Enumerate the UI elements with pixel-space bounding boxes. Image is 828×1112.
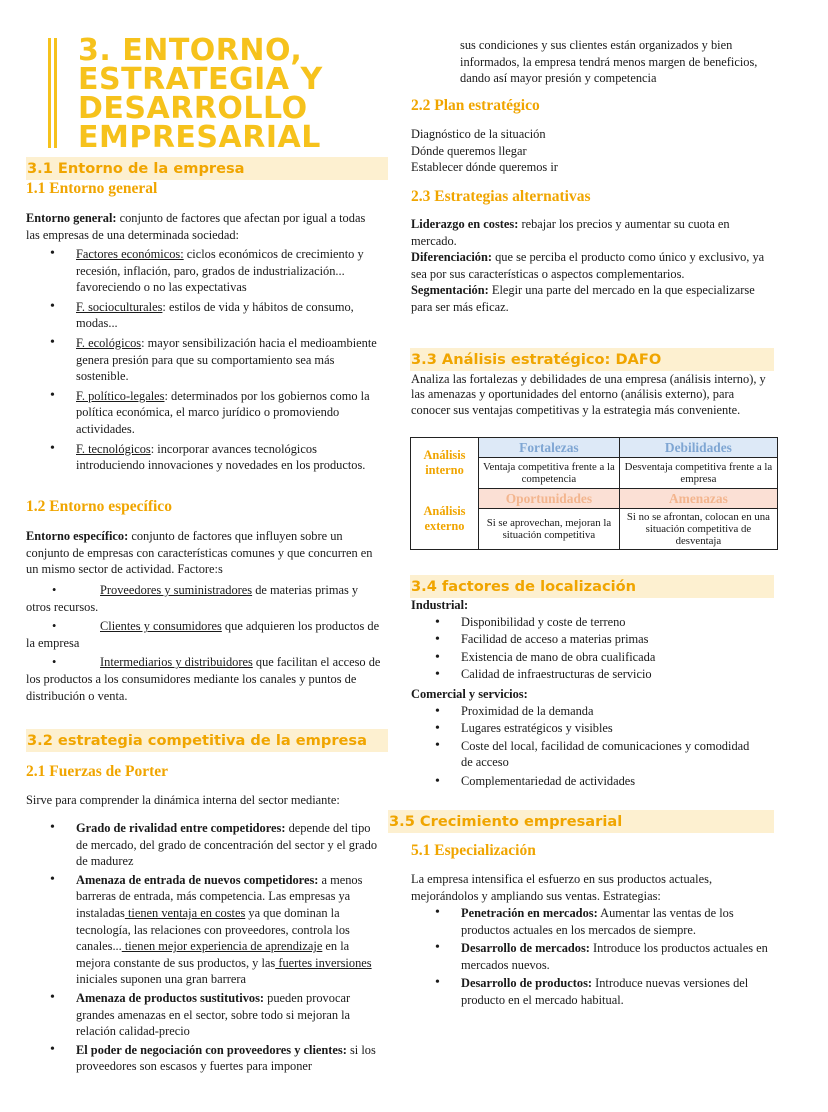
title-line-3: DESARROLLO: [78, 91, 308, 126]
especializacion-intro: La empresa intensifica el esfuerzo en sus productos actuales, mejorándolos y ampliando sus ventas. Estrategias:: [411, 872, 713, 903]
commercial-label: Comercial y servicios:: [411, 687, 528, 701]
porter-continuation: sus condiciones y sus clientes están organizados y bien informados, la empresa tendrá menos margen de beneficios, dando así mayor presión y competencia: [460, 38, 758, 86]
list-item: • Grado de rivalidad entre competidores: depende del tipo de mercado, del grado de concentración del sector y el grado de madurez: [76, 820, 384, 870]
dafo-oportunidades-header: Oportunidades: [479, 488, 620, 508]
list-item: • F. tecnológicos: incorporar avances tecnológicos introduciendo innovaciones y novedades en los productos.: [76, 441, 382, 474]
subsection-2-1-heading: 2.1 Fuerzas de Porter: [26, 763, 169, 780]
list-item: • Desarrollo de productos: Introduce nuevas versiones del producto en el mercado habitual.: [461, 975, 771, 1008]
list-item: • Amenaza de entrada de nuevos competidores: a menos barreras de entrada, más competencia. Las empresas ya instaladas tienen ventaja en costes ya que dominan la tecnología, las relaciones con proveedores, controla los canales... tienen mejor experiencia de aprendizaje en la mejora constante de sus productos, y las fuertes inversiones iniciales suponen una gran barrera: [76, 872, 384, 988]
dafo-fortalezas-header: Fortalezas: [479, 438, 620, 458]
list-item: • Amenaza de productos sustitutivos: pueden provocar grandes amenazas en el sector, sobre todo si mejoran la relación calidad-precio: [76, 990, 384, 1040]
list-item: • Lugares estratégicos y visibles: [461, 720, 761, 737]
entorno-general-definition: [26, 210, 382, 243]
list-item: • Facilidad de acceso a materias primas: [461, 631, 773, 648]
list-item: • Desarrollo de mercados: Introduce los productos actuales en mercados nuevos.: [461, 940, 771, 973]
dafo-internal-label: Análisis interno: [423, 448, 466, 478]
porter-forces-list: [76, 820, 384, 1075]
general-factors-list: [76, 246, 382, 474]
list-item: • Factores económicos: ciclos económicos de crecimiento y recesión, inflación, paro, grados de industrialización... favoreciendo o no las expectativas: [76, 246, 382, 296]
porter-intro: Sirve para comprender la dinámica interna del sector mediante:: [26, 793, 340, 807]
list-item: Establecer dónde queremos ir: [411, 160, 558, 175]
strategy-differentiation: Diferenciación: que se perciba el producto como único y exclusivo, ya sea por sus características o aspectos complementarios.: [411, 250, 765, 281]
strategy-cost: Liderazgo en costes: rebajar los precios y aumentar su cuota en mercado.: [411, 217, 730, 248]
strategies-block: [411, 216, 775, 316]
plan-list: [411, 126, 771, 176]
subsection-2-2-heading: 2.2 Plan estratégico: [411, 97, 540, 114]
dafo-debilidades-header: Debilidades: [619, 438, 777, 458]
section-3-4-heading: 3.4 factores de localización: [410, 575, 774, 598]
title-line-4: EMPRESARIAL: [78, 120, 321, 155]
entorno-especifico-definition: Entorno específico: conjunto de factores que influyen sobre un conjunto de empresas con características comunes y que concurren en un mismo sector de actividad. Factore:s: [26, 529, 373, 577]
strategy-segmentation: Segmentación: Elegir una parte del mercado en la que especializarse para ser más eficaz.: [411, 283, 755, 314]
dafo-amenazas-header: Amenazas: [619, 488, 777, 508]
subsection-1-2-heading: 1.2 Entorno específico: [26, 498, 172, 515]
subsection-5-1-heading: 5.1 Especialización: [411, 842, 536, 859]
list-item: Diagnóstico de la situación: [411, 127, 546, 141]
growth-strategies-list: [461, 905, 771, 1009]
list-item: • Proximidad de la demanda: [461, 703, 761, 720]
dafo-oportunidades-text: Si se aprovechan, mejoran la situación competitiva: [479, 509, 620, 550]
list-item: • El poder de negociación con proveedores y clientes: si los proveedores son escasos y fuertes para imponer: [76, 1042, 384, 1075]
list-item: • Complementariedad de actividades: [461, 773, 761, 790]
industrial-list: [461, 614, 773, 684]
list-item: • Proveedores y suministradores de materias primas y otros recursos.: [26, 583, 359, 614]
section-3-1-heading: 3.1 Entorno de la empresa: [26, 157, 388, 180]
dafo-fortalezas-text: Ventaja competitiva frente a la competencia: [479, 458, 620, 489]
section-3-2-heading: 3.2 estrategia competitiva de la empresa: [26, 729, 388, 752]
list-item: • Clientes y consumidores que adquieren los productos de la empresa: [26, 619, 380, 650]
list-item: • Coste del local, facilidad de comunicaciones y comodidad de acceso: [461, 738, 761, 771]
list-item: • Existencia de mano de obra cualificada: [461, 649, 773, 666]
list-item: Dónde queremos llegar: [411, 143, 527, 158]
def-text: conjunto de factores que afectan por igual a todas las empresas de una determinada sociedad:: [26, 211, 366, 242]
dafo-external-label: Análisis externo: [423, 503, 466, 533]
page-title: [48, 33, 378, 155]
subsection-1-1-heading: 1.1 Entorno general: [26, 180, 158, 197]
list-item: • F. socioculturales: estilos de vida y hábitos de consumo, modas...: [76, 299, 382, 332]
section-3-3-heading: 3.3 Análisis estratégico: DAFO: [410, 348, 774, 371]
dafo-debilidades-text: Desventaja competitiva frente a la empresa: [619, 458, 777, 489]
list-item: • F. político-legales: determinados por los gobiernos como la política económica, el marco jurídico o promoviendo actividades.: [76, 388, 382, 438]
list-item: • Disponibilidad y coste de terreno: [461, 614, 773, 631]
section-3-5-heading: 3.5 Crecimiento empresarial: [388, 810, 774, 833]
subsection-2-3-heading: 2.3 Estrategias alternativas: [411, 188, 591, 205]
dafo-intro: Analiza las fortalezas y debilidades de una empresa (análisis interno), y las amenazas y oportunidades del entorno (análisis externo), para conocer sus ventajas competitivas y la estrategia más conveniente.: [411, 372, 766, 417]
dafo-table: [410, 437, 778, 550]
title-line-2: ESTRATEGIA Y: [78, 62, 323, 97]
title-bars-decoration: [48, 38, 58, 148]
list-item: • Intermediarios y distribuidores que facilitan el acceso de los productos a los consumidores mediante los canales y puntos de distribución o venta.: [26, 655, 381, 703]
dafo-amenazas-text: Si no se afrontan, colocan en una situación competitiva de desventaja: [619, 509, 777, 550]
title-line-1: 3. ENTORNO,: [78, 33, 303, 68]
industrial-label: Industrial:: [411, 598, 469, 612]
list-item: • Calidad de infraestructuras de servicio: [461, 666, 773, 683]
specific-factors-list: [26, 582, 382, 704]
def-label: Entorno general:: [26, 211, 117, 225]
list-item: • F. ecológicos: mayor sensibilización hacia el medioambiente genera presión para que su comportamiento sea más sostenible.: [76, 335, 382, 385]
commercial-list: [461, 703, 761, 790]
list-item: • Penetración en mercados: Aumentar las ventas de los productos actuales en los mercados de siempre.: [461, 905, 771, 938]
